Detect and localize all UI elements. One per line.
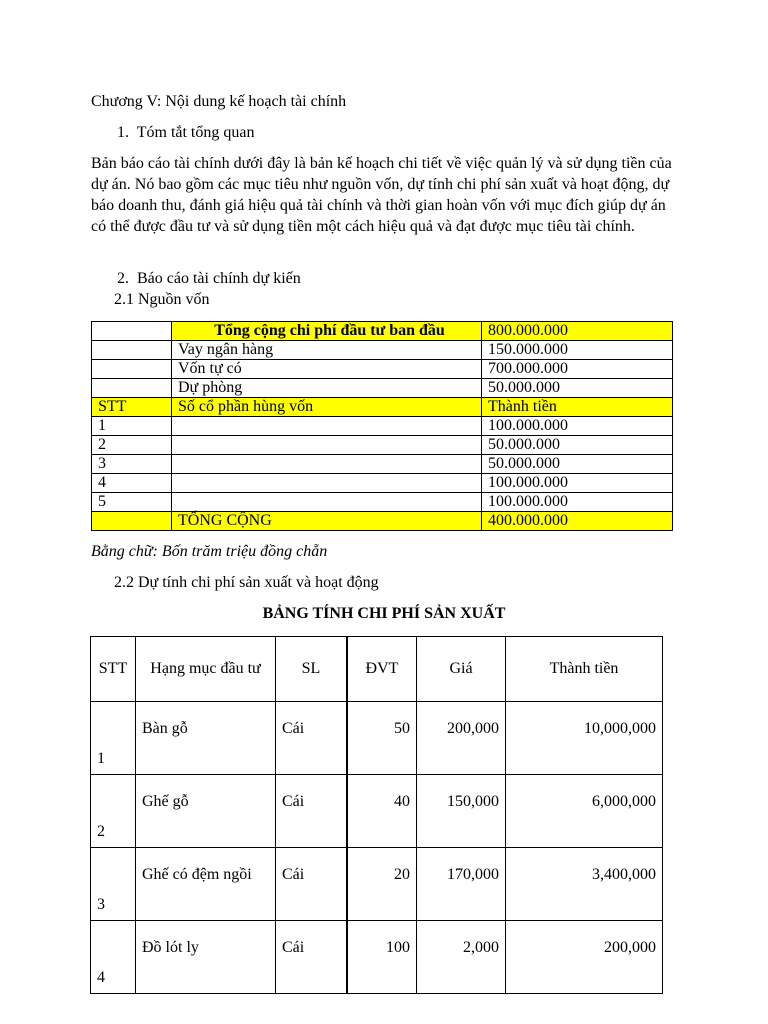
shareholder-amount: 100.000.000 <box>482 417 673 436</box>
shareholder-stt: 5 <box>92 493 172 512</box>
cost-row <box>91 702 663 775</box>
funding-total-row <box>92 322 673 341</box>
cost-stt: 4 <box>91 921 136 994</box>
cost-table <box>90 636 663 994</box>
cost-price: 170,000 <box>417 848 506 921</box>
cost-price: 150,000 <box>417 775 506 848</box>
funding-source-row <box>92 341 673 360</box>
shareholder-name <box>172 436 482 455</box>
cost-price: 2,000 <box>417 921 506 994</box>
subsection-2-1-heading: 2.1 Nguồn vốn <box>114 291 210 308</box>
cost-qty: 100 <box>347 921 417 994</box>
cost-header-qty: SL <box>276 637 348 702</box>
shareholder-row <box>92 417 673 436</box>
cost-unit: Cái <box>276 848 348 921</box>
funding-source-value: 150.000.000 <box>482 341 673 360</box>
section-2-title: Báo cáo tài chính dự kiến <box>137 270 301 287</box>
cost-row <box>91 921 663 994</box>
subsection-2-2-heading: 2.2 Dự tính chi phí sản xuất và hoạt động <box>114 574 379 591</box>
section-1-title: Tóm tắt tổng quan <box>136 124 255 141</box>
cost-unit: Cái <box>276 775 348 848</box>
shareholder-amount: 50.000.000 <box>482 436 673 455</box>
shareholder-name <box>172 474 482 493</box>
cost-total: 200,000 <box>506 921 663 994</box>
shareholder-header-row <box>92 398 673 417</box>
funding-source-label: Vay ngân hàng <box>172 341 482 360</box>
cost-total: 10,000,000 <box>506 702 663 775</box>
cost-stt: 2 <box>91 775 136 848</box>
cost-price: 200,000 <box>417 702 506 775</box>
shareholder-stt: 3 <box>92 455 172 474</box>
cost-total: 3,400,000 <box>506 848 663 921</box>
funding-source-label: Dự phòng <box>172 379 482 398</box>
cost-stt: 1 <box>91 702 136 775</box>
funding-table <box>91 321 673 531</box>
cost-unit: Cái <box>276 921 348 994</box>
funding-footer-row <box>92 512 673 531</box>
cost-stt: 3 <box>91 848 136 921</box>
cost-row <box>91 848 663 921</box>
shareholder-name <box>172 493 482 512</box>
shareholder-row <box>92 474 673 493</box>
intro-paragraph: Bản báo cáo tài chính dưới đây là bản kế hoạch chi tiết về việc quản lý và sử dụng tiền của dự án. Nó bao gồm các mục tiêu như nguồn vốn, dự tính chi phí sản xuất và hoạt động, dự báo doanh thu, đánh giá hiệu quả tài chính và thời gian hoàn vốn với mục đích giúp dự án có thể được đầu tư và sử dụng tiền một cách hiệu quả và đạt được mục tiêu tài chính. <box>91 155 672 235</box>
section-2-number: 2. <box>117 270 129 287</box>
shareholder-amount: 100.000.000 <box>482 474 673 493</box>
amount-header: Thành tiền <box>482 398 673 417</box>
funding-source-label: Vốn tự có <box>172 360 482 379</box>
shareholder-stt: 2 <box>92 436 172 455</box>
cost-row <box>91 775 663 848</box>
stt-header: STT <box>92 398 172 417</box>
cost-item: Bàn gỗ <box>136 702 276 775</box>
shareholder-name <box>172 455 482 474</box>
cost-unit: Cái <box>276 702 348 775</box>
shareholder-row <box>92 455 673 474</box>
cost-item: Đồ lót ly <box>136 921 276 994</box>
shareholder-name <box>172 417 482 436</box>
shareholder-header: Số cổ phần hùng vốn <box>172 398 482 417</box>
funding-source-row <box>92 360 673 379</box>
footer-total-amount: 400.000.000 <box>482 512 673 531</box>
cost-qty: 20 <box>347 848 417 921</box>
funding-total-value: 800.000.000 <box>482 322 673 341</box>
cost-header-row <box>91 637 663 702</box>
chapter-title: Chương V: Nội dung kế hoạch tài chính <box>91 93 347 110</box>
shareholder-amount: 50.000.000 <box>482 455 673 474</box>
funding-source-value: 700.000.000 <box>482 360 673 379</box>
section-2-heading <box>117 270 301 288</box>
cost-header-unit: ĐVT <box>347 637 417 702</box>
funding-total-label: Tổng cộng chi phí đầu tư ban đầu <box>172 322 482 341</box>
cost-total: 6,000,000 <box>506 775 663 848</box>
shareholder-amount: 100.000.000 <box>482 493 673 512</box>
shareholder-row <box>92 436 673 455</box>
cost-table-title: BẢNG TÍNH CHI PHÍ SẢN XUẤT <box>262 605 506 622</box>
cost-header-item: Hạng mục đầu tư <box>136 637 276 702</box>
amount-in-words: Bằng chữ: Bốn trăm triệu đồng chẵn <box>91 543 328 560</box>
shareholder-stt: 4 <box>92 474 172 493</box>
funding-source-value: 50.000.000 <box>482 379 673 398</box>
section-1-number: 1. <box>117 124 129 141</box>
funding-source-row <box>92 379 673 398</box>
shareholder-stt: 1 <box>92 417 172 436</box>
cost-item: Ghế có đệm ngồi <box>136 848 276 921</box>
cost-header-stt: STT <box>91 637 136 702</box>
cost-header-total: Thành tiền <box>506 637 663 702</box>
footer-total-label: TỔNG CỘNG <box>172 512 482 531</box>
cost-qty: 40 <box>347 775 417 848</box>
cost-header-price: Giá <box>417 637 506 702</box>
section-1-heading <box>117 124 254 142</box>
cost-qty: 50 <box>347 702 417 775</box>
shareholder-row <box>92 493 673 512</box>
cost-item: Ghế gỗ <box>136 775 276 848</box>
